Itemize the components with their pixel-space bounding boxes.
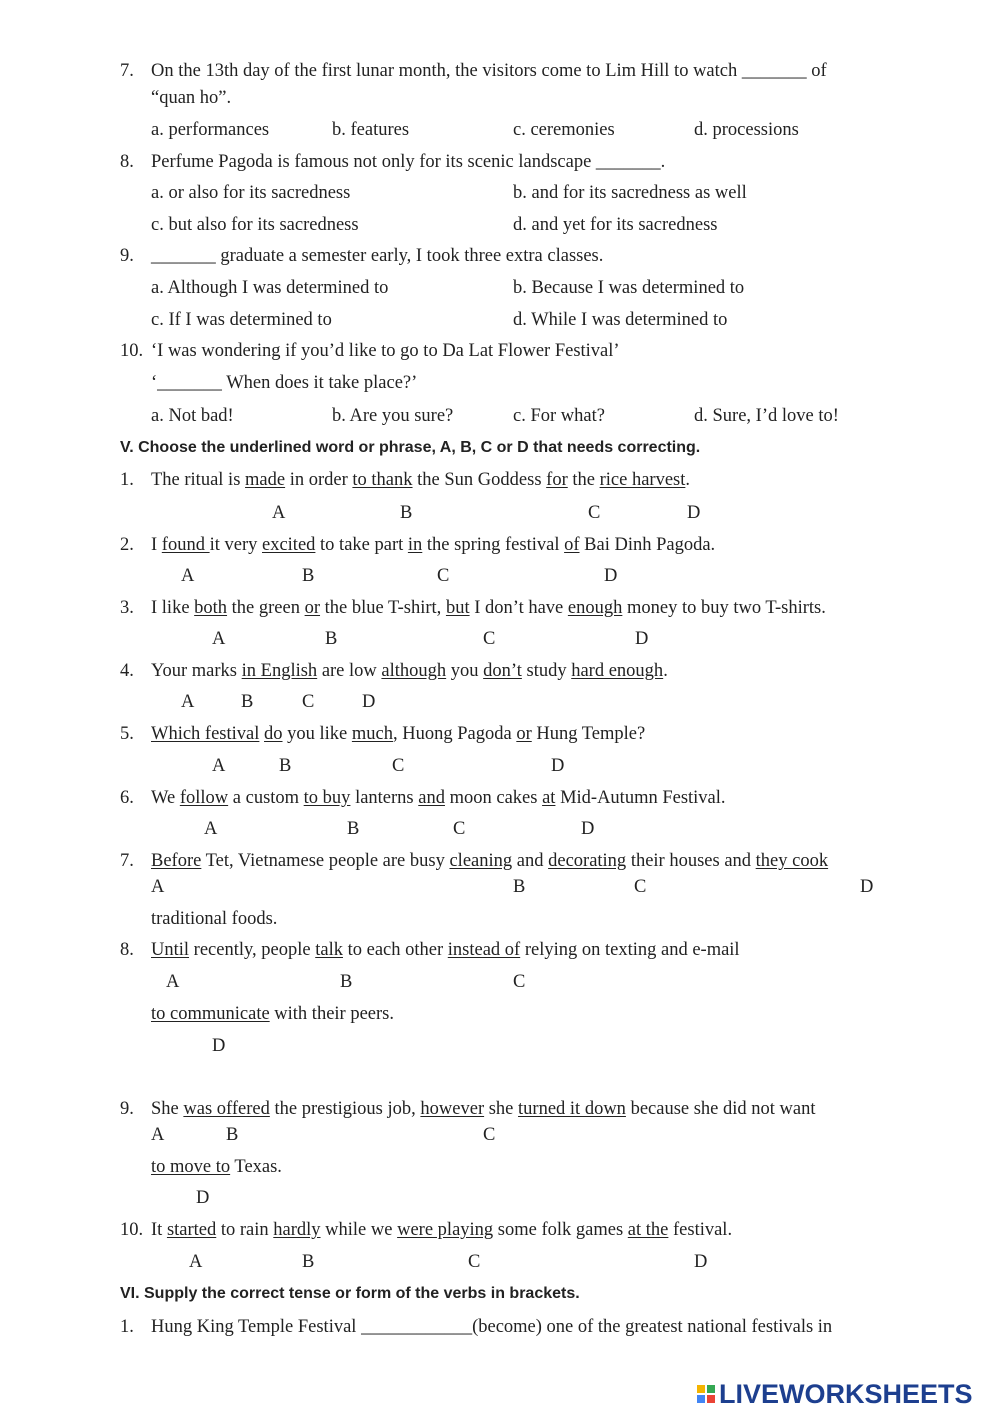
underlined-b[interactable]: to buy — [303, 788, 351, 808]
option-b[interactable]: b. Because I was determined to — [513, 278, 745, 298]
question-sentence-continued: traditional foods. — [151, 909, 278, 929]
letter-d: D — [694, 1252, 708, 1272]
question-sentence: The ritual is made in order to thank the Sun Goddess for the rice harvest. — [151, 470, 690, 490]
underlined-d[interactable]: at — [542, 788, 556, 808]
option-a[interactable]: a. or also for its sacredness — [151, 183, 351, 203]
option-d[interactable]: d. processions — [694, 120, 799, 140]
letter-c: C — [513, 972, 526, 992]
option-a[interactable]: a. performances — [151, 120, 270, 140]
underlined-a[interactable]: made — [245, 470, 286, 490]
question-sentence-continued: to move to Texas. — [151, 1157, 282, 1177]
underlined-a[interactable]: both — [194, 598, 228, 618]
question-text[interactable]: Hung King Temple Festival ____________(become) one of the greatest national festivals in — [151, 1317, 833, 1337]
letter-c: C — [437, 566, 450, 586]
letter-c: C — [392, 756, 405, 776]
question-sentence: It started to rain hardly while we were playing some folk games at the festival. — [151, 1220, 733, 1240]
question-sentence: I like both the green or the blue T-shirt, but I don’t have enough money to buy two T-shirts. — [151, 598, 826, 618]
letter-d: D — [212, 1036, 226, 1056]
question-sentence: Before Tet, Vietnamese people are busy cleaning and decorating their houses and they cook — [151, 851, 829, 871]
letter-d: D — [551, 756, 565, 776]
letter-d: D — [581, 819, 595, 839]
question-number: 1. — [120, 470, 134, 490]
letter-c: C — [468, 1252, 481, 1272]
underlined-a[interactable]: started — [166, 1220, 217, 1240]
letter-b: B — [347, 819, 360, 839]
letter-d: D — [196, 1188, 210, 1208]
letter-d: D — [362, 692, 376, 712]
letter-a: A — [272, 503, 286, 523]
underlined-d[interactable]: to move to — [151, 1157, 231, 1177]
letter-c: C — [483, 629, 496, 649]
option-c[interactable]: c. If I was determined to — [151, 310, 332, 330]
question-number: 2. — [120, 535, 134, 555]
underlined-c[interactable]: and — [418, 788, 445, 808]
option-c[interactable]: c. but also for its sacredness — [151, 215, 359, 235]
question-number: 10. — [120, 341, 144, 361]
question-text: ‘I was wondering if you’d like to go to Da Lat Flower Festival’ — [151, 341, 620, 361]
underlined-a[interactable]: was offered — [183, 1099, 270, 1119]
logo-square — [697, 1395, 705, 1403]
question-sentence-continued: to communicate with their peers. — [151, 1004, 394, 1024]
letter-d: D — [635, 629, 649, 649]
question-sentence: She was offered the prestigious job, however she turned it down because she did not want — [151, 1099, 816, 1119]
letter-c: C — [634, 877, 647, 897]
underlined-c[interactable]: much — [351, 724, 393, 744]
option-a[interactable]: a. Not bad! — [151, 406, 234, 426]
section-vi-heading: VI. Supply the correct tense or form of the verbs in brackets. — [120, 1285, 580, 1302]
question-number: 8. — [120, 940, 134, 960]
underlined-c[interactable]: decorating — [548, 851, 627, 871]
letter-b: B — [241, 692, 254, 712]
letter-c: C — [588, 503, 601, 523]
letter-b: B — [226, 1125, 239, 1145]
underlined-b[interactable]: hardly — [273, 1220, 321, 1240]
letter-b: B — [400, 503, 413, 523]
underlined-d[interactable]: at the — [627, 1220, 669, 1240]
letter-b: B — [279, 756, 292, 776]
underlined-c[interactable]: in — [407, 535, 423, 555]
question-number: 10. — [120, 1220, 144, 1240]
letter-c: C — [453, 819, 466, 839]
letter-b: B — [302, 1252, 315, 1272]
question-number: 9. — [120, 1099, 134, 1119]
underlined-b[interactable]: to thank — [352, 470, 413, 490]
underlined-c[interactable]: instead of — [447, 940, 521, 960]
letter-d: D — [604, 566, 618, 586]
underlined-a[interactable]: follow — [179, 788, 229, 808]
underlined-b[interactable]: or — [304, 598, 321, 618]
underlined-d[interactable]: or — [516, 724, 532, 744]
letter-a: A — [181, 692, 195, 712]
underlined-b[interactable]: although — [381, 661, 447, 681]
underlined-b[interactable]: talk — [315, 940, 343, 960]
underlined-b[interactable]: cleaning — [449, 851, 513, 871]
question-sentence: Until recently, people talk to each other instead of relying on texting and e-mail — [151, 940, 740, 960]
underlined-d[interactable]: rice harvest — [599, 470, 686, 490]
underlined-c[interactable]: turned it down — [518, 1099, 626, 1119]
underlined-d[interactable]: of — [564, 535, 580, 555]
letter-a: A — [189, 1252, 203, 1272]
question-sentence: Which festival do you like much, Huong Pagoda or Hung Temple? — [151, 724, 646, 744]
option-d[interactable]: d. While I was determined to — [513, 310, 728, 330]
letter-a: A — [151, 1125, 165, 1145]
underlined-c[interactable]: for — [546, 470, 568, 490]
underlined-a[interactable]: found — [161, 535, 210, 555]
section-v-heading: V. Choose the underlined word or phrase, A, B, C or D that needs correcting. — [120, 439, 701, 456]
underlined-d[interactable]: enough — [567, 598, 623, 618]
letter-b: B — [302, 566, 315, 586]
question-number: 3. — [120, 598, 134, 618]
letter-a: A — [204, 819, 218, 839]
option-d[interactable]: d. Sure, I’d love to! — [694, 406, 839, 426]
question-reply: ‘_______ When does it take place?’ — [151, 373, 418, 393]
question-number: 7. — [120, 851, 134, 871]
logo-square — [707, 1395, 715, 1403]
letter-a: A — [212, 629, 226, 649]
option-c[interactable]: c. For what? — [513, 406, 605, 426]
underlined-a[interactable]: Before — [151, 851, 202, 871]
question-number: 9. — [120, 246, 134, 266]
option-c[interactable]: c. ceremonies — [513, 120, 615, 140]
letter-a: A — [212, 756, 226, 776]
letter-a: A — [181, 566, 195, 586]
logo-square — [697, 1385, 705, 1393]
underlined-d[interactable]: to communicate — [151, 1004, 270, 1024]
underlined-a[interactable]: in English — [241, 661, 318, 681]
liveworksheets-logo — [697, 1377, 973, 1411]
question-number: 1. — [120, 1317, 134, 1337]
underlined-b[interactable]: however — [420, 1099, 485, 1119]
logo-text: LIVEWORKSHEETS — [719, 1378, 973, 1409]
letter-b: B — [513, 877, 526, 897]
letter-d: D — [687, 503, 701, 523]
question-text: Perfume Pagoda is famous not only for its scenic landscape _______. — [151, 152, 666, 172]
underlined-b[interactable]: excited — [262, 535, 316, 555]
letter-c: C — [483, 1125, 496, 1145]
underlined-a[interactable]: Until — [151, 940, 190, 960]
underlined-c[interactable]: were playing — [397, 1220, 494, 1240]
letter-d: D — [860, 877, 874, 897]
underlined-c[interactable]: don’t — [483, 661, 522, 681]
letter-a: A — [151, 877, 165, 897]
letter-b: B — [340, 972, 353, 992]
logo-squares-icon — [697, 1385, 715, 1403]
option-b[interactable]: b. and for its sacredness as well — [513, 183, 747, 203]
question-sentence: I found it very excited to take part in the spring festival of Bai Dinh Pagoda. — [151, 535, 716, 555]
question-number: 7. — [120, 61, 134, 81]
underlined-d[interactable]: they cook — [755, 851, 829, 871]
question-number: 8. — [120, 152, 134, 172]
option-a[interactable]: a. Although I was determined to — [151, 278, 389, 298]
question-number: 4. — [120, 661, 134, 681]
question-number: 5. — [120, 724, 134, 744]
option-b[interactable]: b. features — [332, 120, 410, 140]
underlined-d[interactable]: hard enough — [571, 661, 664, 681]
underlined-a[interactable]: Which festival — [151, 724, 260, 744]
question-sentence: Your marks in English are low although you don’t study hard enough. — [151, 661, 668, 681]
question-sentence: We follow a custom to buy lanterns and moon cakes at Mid-Autumn Festival. — [151, 788, 726, 808]
letter-a: A — [166, 972, 180, 992]
question-text: _______ graduate a semester early, I took three extra classes. — [151, 246, 604, 266]
option-b[interactable]: b. Are you sure? — [332, 406, 454, 426]
option-d[interactable]: d. and yet for its sacredness — [513, 215, 718, 235]
question-text: On the 13th day of the first lunar month, the visitors come to Lim Hill to watch _______ of — [151, 61, 827, 81]
question-text-continued: “quan ho”. — [151, 88, 232, 108]
question-number: 6. — [120, 788, 134, 808]
logo-square — [707, 1385, 715, 1393]
letter-c: C — [302, 692, 315, 712]
underlined-b[interactable]: do — [264, 724, 283, 744]
underlined-c[interactable]: but — [445, 598, 470, 618]
letter-b: B — [325, 629, 338, 649]
